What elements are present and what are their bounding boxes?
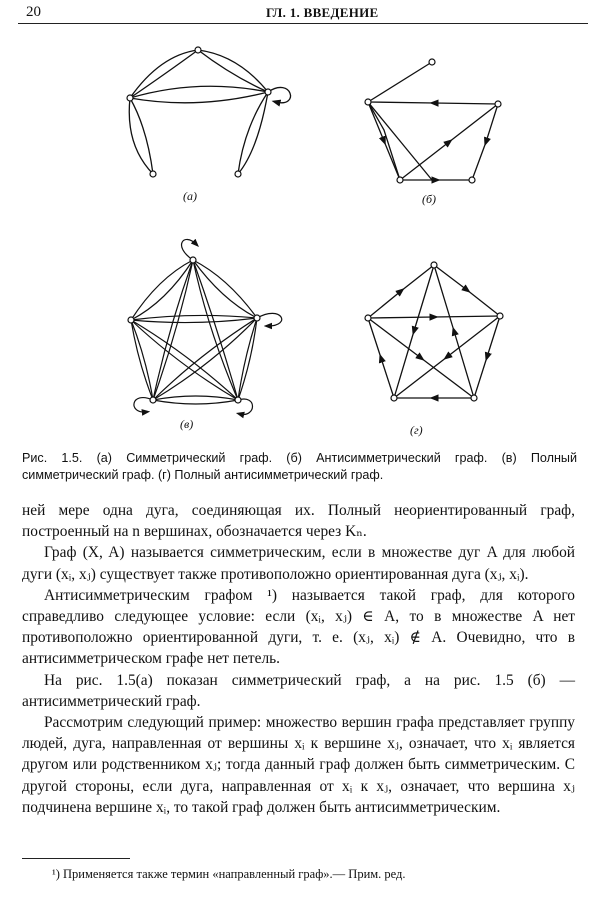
vertex <box>128 317 134 323</box>
edge <box>368 318 474 398</box>
edge <box>368 102 432 180</box>
edge <box>368 102 400 180</box>
edge <box>238 92 268 174</box>
running-title: ГЛ. 1. ВВЕДЕНИЕ <box>266 5 379 20</box>
edge <box>474 316 500 398</box>
graph-v-complete-symmetric <box>131 239 282 414</box>
edge <box>368 62 432 102</box>
edge <box>434 265 500 316</box>
sublabel-g: (г) <box>410 423 423 437</box>
vertex <box>365 315 371 321</box>
graph-b-antisymmetric <box>368 62 498 180</box>
page-header <box>18 4 578 22</box>
edge <box>131 315 257 320</box>
vertex <box>190 257 196 263</box>
edge <box>368 318 394 398</box>
paragraph: ней мере одна дуга, соединяющая их. Полный неориентированный граф, построенный на n вершинах, обозначается через Kₙ. <box>22 502 575 541</box>
vertex <box>365 99 371 105</box>
sublabel-v: (в) <box>180 417 194 431</box>
edge <box>434 265 474 398</box>
edge <box>153 318 257 400</box>
edge <box>153 260 193 400</box>
vertex <box>254 315 260 321</box>
edge <box>153 260 193 400</box>
edge <box>238 92 268 174</box>
loop <box>268 87 290 102</box>
figure-1-5 <box>0 28 593 448</box>
page-number: 20 <box>26 4 41 20</box>
edge <box>153 318 257 400</box>
vertex <box>497 313 503 319</box>
footnote: ¹) Применяется также термин «направленный граф».— Прим. ред. <box>52 867 406 881</box>
vertex <box>150 397 156 403</box>
vertex <box>235 397 241 403</box>
edge <box>131 260 193 320</box>
vertex <box>127 95 133 101</box>
edge <box>400 104 498 180</box>
edge <box>131 318 257 323</box>
edge <box>472 104 498 180</box>
vertex <box>150 171 156 177</box>
vertex <box>195 47 201 53</box>
vertex <box>431 262 437 268</box>
paragraph: Граф (X, A) называется симметрическим, если в множестве дуг A для любой дуги (xᵢ, xⱼ) существует также противоположно ориентированная дуга (xⱼ, xᵢ). <box>22 544 575 583</box>
paragraph: Рассмотрим следующий пример: множество вершин графа представляет группу людей, дуга, направленная от вершины xᵢ к вершине xⱼ, означает, что xᵢ является другом или родственником xⱼ; тогда данный граф должен быть симметрическим. С другой стороны, если дуга, направленная от xᵢ к xⱼ, означает, что вершина xⱼ подчинена вершине xᵢ, то такой граф должен быть антисимметрическим. <box>22 714 575 816</box>
edge <box>394 316 500 398</box>
vertex <box>495 101 501 107</box>
edge <box>368 316 500 318</box>
graph-g-complete-antisymmetric <box>368 265 500 398</box>
edge <box>129 98 153 174</box>
edge <box>368 265 434 318</box>
vertex <box>391 395 397 401</box>
edge <box>131 260 193 320</box>
edge <box>130 98 153 174</box>
edge <box>368 102 498 104</box>
paragraph: Антисимметрическим графом ¹) называется такой граф, для которого справедливо следующее условие: если (xᵢ, xⱼ) ∈ A, то в множестве A нет противоположно ориентированной дуги, т. е. (xⱼ, xᵢ) ∉ A. Очевидно, что в антисимметрическом графе нет петель. <box>22 586 575 668</box>
header-rule <box>18 23 588 24</box>
edge <box>238 318 257 400</box>
paragraph: На рис. 1.5(а) показан симметрический граф, а на рис. 1.5 (б) — антисимметрический граф. <box>22 671 575 710</box>
vertex <box>397 177 403 183</box>
sublabel-b: (б) <box>422 192 437 206</box>
graph-a-symmetric <box>129 50 290 174</box>
vertex <box>429 59 435 65</box>
edge <box>153 396 238 400</box>
edge <box>394 265 434 398</box>
edge <box>238 318 257 400</box>
edge <box>153 400 238 404</box>
loop <box>257 313 282 326</box>
sublabel-a: (а) <box>183 189 197 203</box>
vertex <box>469 177 475 183</box>
footnote-rule <box>22 858 130 859</box>
vertex <box>471 395 477 401</box>
body-text <box>22 500 575 818</box>
edge <box>193 260 238 400</box>
vertex <box>265 89 271 95</box>
figure-caption: Рис. 1.5. (а) Симметрический граф. (б) Антисимметрический граф. (в) Полный симметрический граф. (г) Полный антисимметрический граф. <box>22 451 577 482</box>
edge <box>130 92 268 103</box>
vertex <box>235 171 241 177</box>
edge <box>193 260 238 400</box>
